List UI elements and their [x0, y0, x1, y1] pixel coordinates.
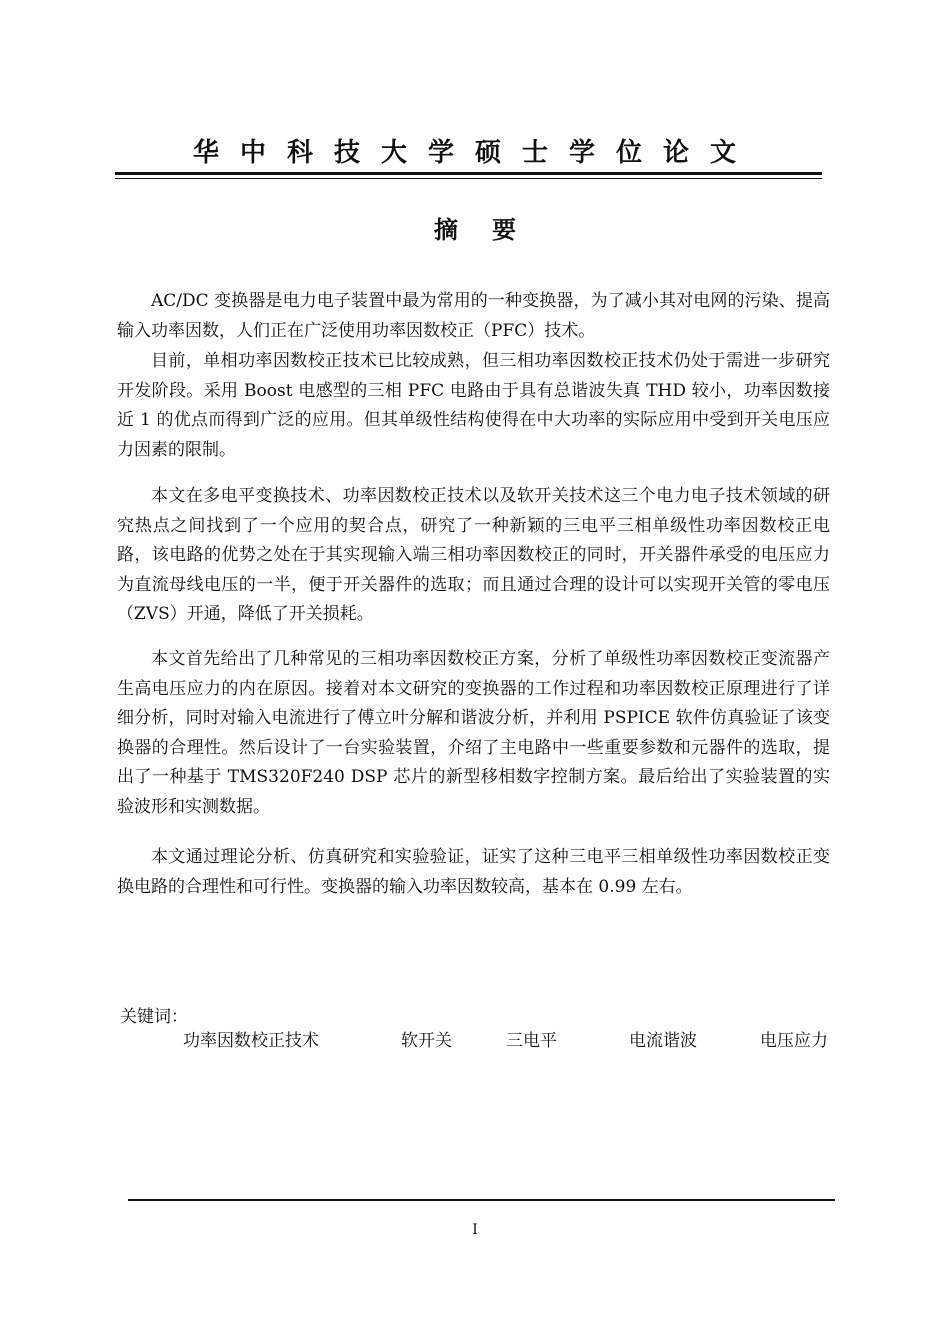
abstract-paragraph-1: AC/DC 变换器是电力电子装置中最为常用的一种变换器，为了减小其对电网的污染、提高输入功率因数，人们正在广泛使用功率因数校正（PFC）技术。 [117, 291, 830, 341]
abstract-heading: 摘要 [434, 215, 550, 244]
abstract-paragraph-5: 本文通过理论分析、仿真研究和实验验证，证实了这种三电平三相单级性功率因数校正变换电路的合理性和可行性。变换器的输入功率因数较高，基本在 0.99 左右。 [117, 847, 830, 897]
keyword-item: 电流谐波 [629, 1031, 697, 1051]
thesis-header-title: 华中科技大学硕士学位论文 [192, 138, 757, 168]
keyword-item: 三电平 [506, 1031, 557, 1051]
header-rule-thin [115, 178, 822, 179]
header-rule-thick [115, 172, 822, 175]
page-number: I [472, 1222, 478, 1238]
keywords-label: 关键词： [120, 1007, 188, 1027]
keyword-item: 软开关 [401, 1031, 452, 1051]
keyword-item: 功率因数校正技术 [183, 1031, 319, 1051]
abstract-paragraph-4: 本文首先给出了几种常见的三相功率因数校正方案，分析了单级性功率因数校正变流器产生高电压应力的内在原因。接着对本文研究的变换器的工作过程和功率因数校正原理进行了详细分析，同时对输入电流进行了傅立叶分解和谐波分析，并利用 PSPICE 软件仿真验证了该变换器的合理性。然后设计了一台实验装置，介绍了主电路中一些重要参数和元器件的选取，提出了一种基于 TMS320F240 DSP 芯片的新型移相数字控制方案。最后给出了实验装置的实验波形和实测数据。 [117, 649, 830, 817]
abstract-paragraph-2: 目前，单相功率因数校正技术已比较成熟，但三相功率因数校正技术仍处于需进一步研究开发阶段。采用 Boost 电感型的三相 PFC 电路由于具有总谐波失真 THD 较小，功率因数接近 1 的优点而得到广泛的应用。但其单级性结构使得在中大功率的实际应用中受到开关电压应力因素的限制。 [117, 351, 830, 460]
abstract-paragraph-3: 本文在多电平变换技术、功率因数校正技术以及软开关技术这三个电力电子技术领域的研究热点之间找到了一个应用的契合点，研究了一种新颖的三电平三相单级性功率因数校正电路，该电路的优势之处在于其实现输入端三相功率因数校正的同时，开关器件承受的电压应力为直流母线电压的一半，便于开关器件的选取；而且通过合理的设计可以实现开关管的零电压（ZVS）开通，降低了开关损耗。 [117, 486, 830, 624]
footer-rule [128, 1199, 835, 1201]
keyword-item: 电压应力 [760, 1031, 828, 1051]
